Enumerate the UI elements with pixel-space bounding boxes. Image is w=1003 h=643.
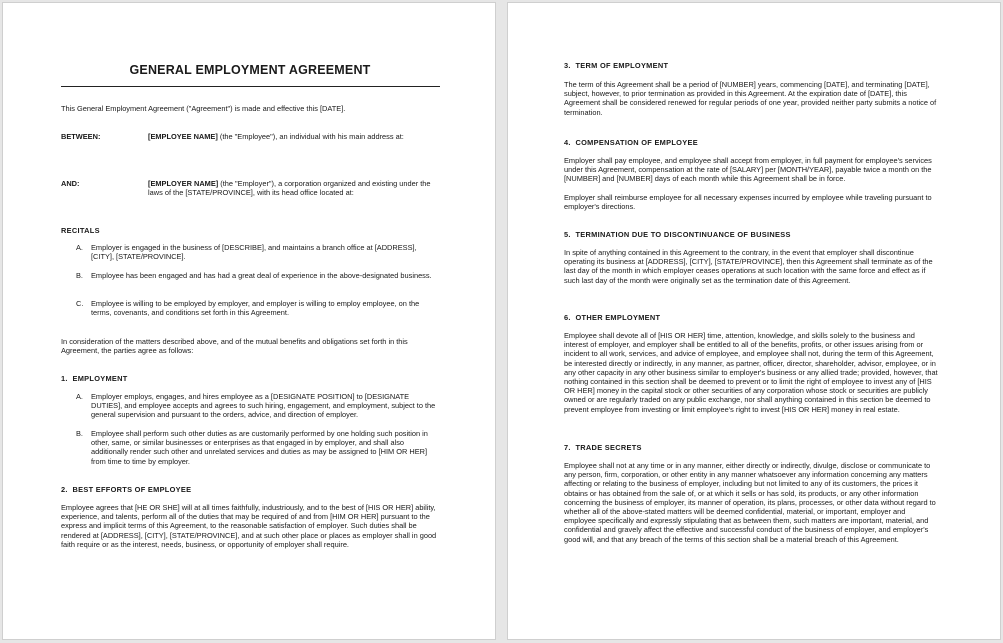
employee-name-placeholder: [EMPLOYEE NAME] <box>148 132 218 141</box>
section-1-text: Employee shall perform such other duties as are customarily performed by one holding such position in other, same, or similar businesses or enterprises as that engaged in by employer, and shall also additionally render such other and unrelated services and duties as may be assigned to [HIM OR HER] from time to time by employer. <box>91 429 428 466</box>
section-3-text: The term of this Agreement shall be a period of [NUMBER] years, commencing [DATE], and terminating [DATE], subject, however, to prior termination as provided in this Agreement. At the expiration date of [DATE], this Agreement shall be considered renewed for regular periods of one year, provided neither party submits a notice of termination. <box>564 80 937 117</box>
consideration-paragraph: In consideration of the matters described above, and of the mutual benefits and obligations set forth in this Agreement, the parties agree as follows: <box>61 337 408 356</box>
recitals-heading: RECITALS <box>61 226 100 235</box>
recital-text: Employer is engaged in the business of [DESCRIBE], and maintains a branch office at [ADDRESS], [CITY], [STATE/PROVINCE]. <box>91 243 417 262</box>
between-label: BETWEEN: <box>61 132 101 141</box>
recital-item <box>76 271 441 291</box>
recital-item <box>76 243 441 263</box>
section-5-heading: 5. TERMINATION DUE TO DISCONTINUANCE OF BUSINESS <box>564 230 791 239</box>
section-1-heading: 1. EMPLOYMENT <box>61 374 128 383</box>
section-2-heading: 2. BEST EFFORTS OF EMPLOYEE <box>61 485 192 494</box>
section-5-text: In spite of anything contained in this Agreement to the contrary, in the event that employer shall discontinue operating its business at [ADDRESS], [CITY], [STATE/PROVINCE], then this Agreement shall terminate as of the last day of the month in which employer ceases operations at such location with the same force and effect as if such last day of the month were originally set as the termination date of this Agreement. <box>564 248 933 285</box>
and-party <box>148 179 440 197</box>
section-6-text: Employee shall devote all of [HIS OR HER] time, attention, knowledge, and skills solely to the business and interest of employer, and employer shall be entitled to all of the benefits, profits, or other issues arising from or incident to all work, services, and advice of employee, and employee shall not, during the term of this Agreement, be interested directly or indirectly, in any manner, as partner, officer, director, shareholder, advisor, employee, or in any other capacity in any other business similar to employer's business or any allied trade; provided, however, that nothing contained in this section shall be deemed to prevent or to limit the right of employee to invest any of [HIS OR HER] money in the capital stock or other securities of any corporation whose stock or securities are publicly owned or are regularly traded on any public exchange, nor shall anything contained in this section be deemed to prevent employee from investing or limit employee's right to invest [HIS OR HER] money in real estate. <box>564 331 938 414</box>
recital-marker: B. <box>76 271 83 280</box>
section-3-heading: 3. TERM OF EMPLOYMENT <box>564 61 669 70</box>
section-4-text-2: Employer shall reimburse employee for all necessary expenses incurred by employee while traveling pursuant to employer's directions. <box>564 193 932 212</box>
section-1-text: Employer employs, engages, and hires employee as a [DESIGNATE POSITION] to [DESIGNATE DUTIES], and employee accepts and agrees to such hiring, engagement, and employment, subject to the general supervision and pursuant to the orders, advice, and direction of employer. <box>91 392 436 420</box>
recital-text: Employee is willing to be employed by employer, and employer is willing to employ employee, on the terms, covenants, and conditions set forth in this Agreement. <box>91 299 420 318</box>
section-1-marker: A. <box>76 392 83 401</box>
section-4-text-1: Employer shall pay employee, and employee shall accept from employer, in full payment for employee's services under this Agreement, compensation at the rate of [SALARY] per [MONTH/YEAR], payable twice a month on the [NUMBER] and [NUMBER] days of each month while this Agreement shall be in force. <box>564 156 932 184</box>
document-page-2 <box>507 2 1001 640</box>
between-party-text: (the "Employee"), an individual with his main address at: <box>217 132 404 141</box>
and-label: AND: <box>61 179 80 188</box>
section-6-heading: 6. OTHER EMPLOYMENT <box>564 313 661 322</box>
section-1-marker: B. <box>76 429 83 438</box>
section-7-text: Employee shall not at any time or in any manner, either directly or indirectly, divulge, disclose or communicate to any person, firm, corporation, or other entity in any manner whatsoever any information concerning any matters affecting or relating to the business of employer, including but not limited to any of its customers, the prices it obtains or has obtained from the sale of, or at which it sells or has sold, its products, or any other information concerning the business of employer, its manner of operation, its plans, processes, or other data without regard to whether all of the above-stated matters will be deemed confidential, material, or important, employer and employee specifically and expressly stipulating that as between them, such matters are important, material, and confidential and gravely affect the effective and successful conduct of the business of employer, and employer's good will, and that any breach of the terms of this section shall be a material breach of this Agreement. <box>564 461 936 544</box>
section-2-text: Employee agrees that [HE OR SHE] will at all times faithfully, industriously, and to the best of [HIS OR HER] ability, experience, and talents, perform all of the duties that may be required of and from [HIM OR HER] pursuant to the express and implicit terms of this Agreement, to the reasonable satisfaction of employer. Such duties shall be rendered at [ADDRESS], [CITY], [STATE/PROVINCE], and at such other place or places as employer shall in good faith require or as the interest, needs, business, or opportunity of employer shall require. <box>61 503 437 549</box>
recital-marker: C. <box>76 299 84 308</box>
document-page-1 <box>2 2 496 640</box>
and-party-text: (the "Employer"), a corporation organized and existing under the laws of the [STATE/PROVINCE], with its head office located at: <box>148 179 431 198</box>
document-title: GENERAL EMPLOYMENT AGREEMENT <box>129 63 371 77</box>
title-divider <box>61 86 440 87</box>
recital-item <box>76 299 441 319</box>
section-4-heading: 4. COMPENSATION OF EMPLOYEE <box>564 138 698 147</box>
section-7-heading: 7. TRADE SECRETS <box>564 443 642 452</box>
employer-name-placeholder: [EMPLOYER NAME] <box>148 179 219 188</box>
between-party <box>148 132 440 141</box>
intro-paragraph: This General Employment Agreement ("Agreement") is made and effective this [DATE]. <box>61 104 346 113</box>
recital-text: Employee has been engaged and has had a great deal of experience in the above-designated business. <box>91 271 432 280</box>
section-1-item <box>76 429 441 469</box>
recital-marker: A. <box>76 243 83 252</box>
section-1-item <box>76 392 441 422</box>
